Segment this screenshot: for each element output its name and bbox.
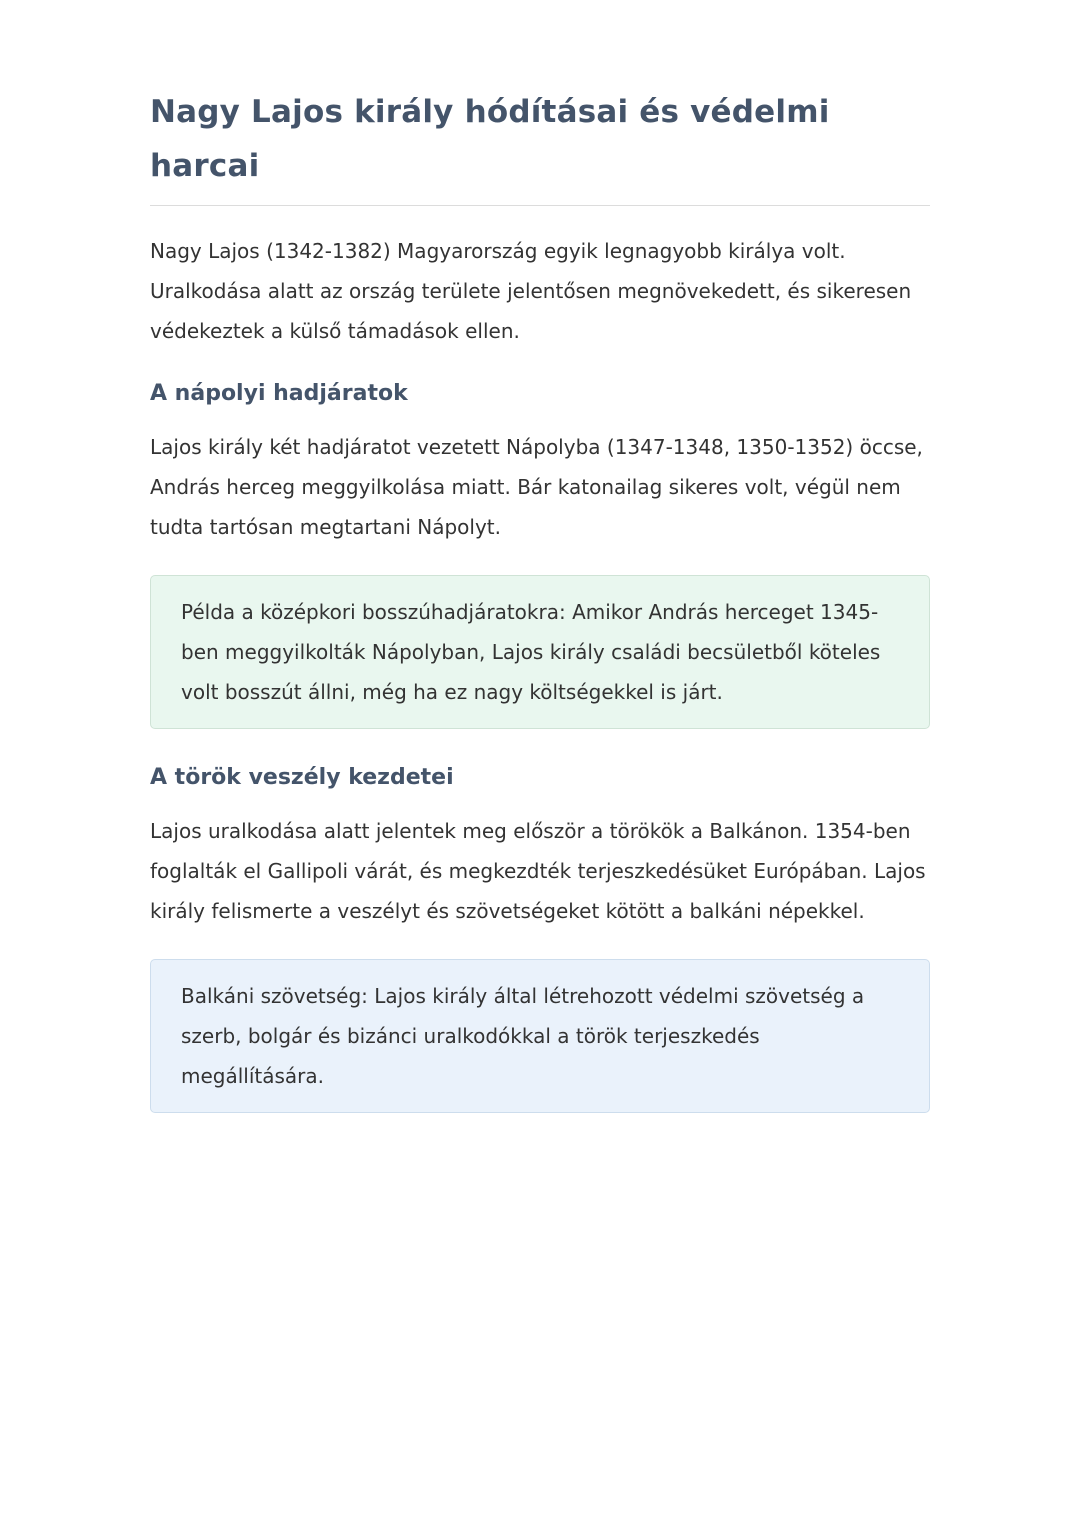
definition-callout-text: Balkáni szövetség: Lajos király által létrehozott védelmi szövetség a szerb, bolgár és bizánci uralkodókkal a török terjeszkedés megállítására. [181,984,865,1088]
intro-paragraph: Nagy Lajos (1342-1382) Magyarország egyik legnagyobb királya volt. Uralkodása alatt az ország területe jelentősen megnövekedett, és sikeresen védekeztek a külső támadások ellen. [150,239,912,343]
definition-callout-blue [150,959,930,1113]
title-divider [150,205,930,206]
section-heading-napolyi-hadjaratok: A nápolyi hadjáratok [150,381,408,406]
document-page [150,0,930,1113]
section-paragraph-napolyi: Lajos király két hadjáratot vezetett Nápolyba (1347-1348, 1350-1352) öccse, András herceg meggyilkolása miatt. Bár katonailag sikeres volt, végül nem tudta tartósan megtartani Nápolyt. [150,435,923,539]
example-callout-text: Példa a középkori bosszúhadjáratokra: Amikor András herceget 1345-ben meggyilkolták Nápolyban, Lajos király családi becsületből köteles volt bosszút állni, még ha ez nagy költségekkel is járt. [181,600,881,704]
section-heading-torok-veszely: A török veszély kezdetei [150,765,454,790]
section-paragraph-torok: Lajos uralkodása alatt jelentek meg először a törökök a Balkánon. 1354-ben foglalták el Gallipoli várát, és megkezdték terjeszkedésüket Európában. Lajos király felismerte a veszélyt és szövetségeket kötött a balkáni népekkel. [150,819,926,923]
page-title: Nagy Lajos király hódításai és védelmi harcai [150,94,830,184]
example-callout-green [150,575,930,729]
